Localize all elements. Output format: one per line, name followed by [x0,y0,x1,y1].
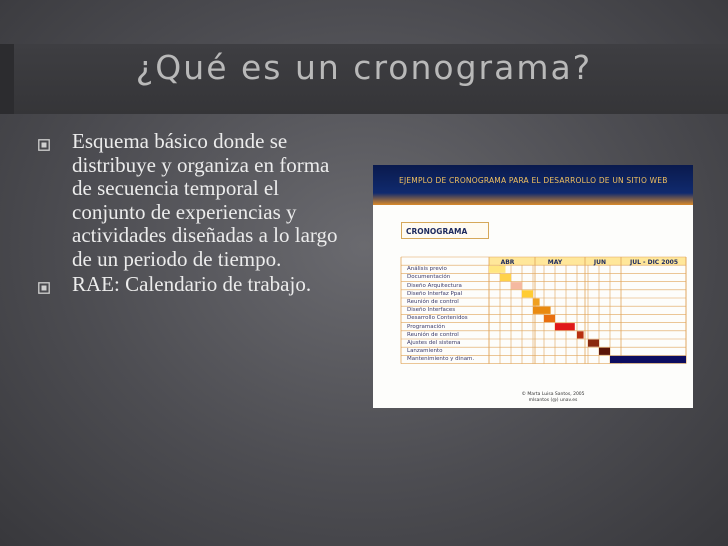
month-label: JUN [593,259,607,266]
square-bullet-icon [38,282,50,294]
gantt-bar [610,356,686,363]
task-label: Diseño Interfaces [407,307,456,314]
gantt-bar [489,266,506,273]
bullet-text: RAE: Calendario de trabajo. [72,272,312,296]
task-label: Diseño Interfaz Ppal [407,290,463,297]
credit-line: © Marta Luisa Santos, 2005 [521,392,585,397]
bullet-text: Esquema básico donde se distribuye y organiza en forma de secuencia temporal el conjunto de experiencias y actividades diseñadas a lo largo de un periodo de tiempo. [72,129,338,271]
slide-title: ¿Qué es un cronograma? [135,48,593,87]
figure-credit [493,392,613,404]
month-label: JUL - DIC 2005 [630,259,678,266]
bullet-item [38,130,338,271]
gantt-bar [522,290,533,297]
gantt-bar [599,348,610,355]
figure-header-text: EJEMPLO DE CRONOGRAMA PARA EL DESARROLLO DE UN SITIO WEB [399,176,668,185]
task-label: Análisis previo [407,266,447,273]
month-label: ABR [500,259,515,266]
task-label: Mantenimiento y dinam. [407,356,475,363]
task-label: Desarrollo Contenidos [407,315,468,322]
gantt-bar [533,307,551,314]
task-label: Reunión de control [407,331,459,338]
month-label: MAY [547,259,563,266]
gantt-bar [555,323,575,330]
gantt-bar [588,340,599,347]
task-label: Reunión de control [407,299,459,305]
bullet-list [38,130,338,299]
task-label: Lanzamiento [407,348,443,355]
task-label: Ajustes del sistema [407,340,461,346]
cronograma-label: CRONOGRAMA [401,222,489,239]
task-label: Programación [407,323,445,330]
gantt-bar [500,274,511,281]
bullet-item [38,273,338,297]
task-label: Documentación [407,274,451,281]
gantt-bar [533,299,540,306]
task-label: Diseño Arquitectura [407,282,462,289]
gantt-bar [577,331,584,338]
gantt-chart-image [373,165,693,408]
gantt-bar [511,282,522,289]
gantt-bar [544,315,555,322]
square-bullet-icon [38,139,50,151]
credit-line: mlsantos (@) unav.es [528,398,578,403]
